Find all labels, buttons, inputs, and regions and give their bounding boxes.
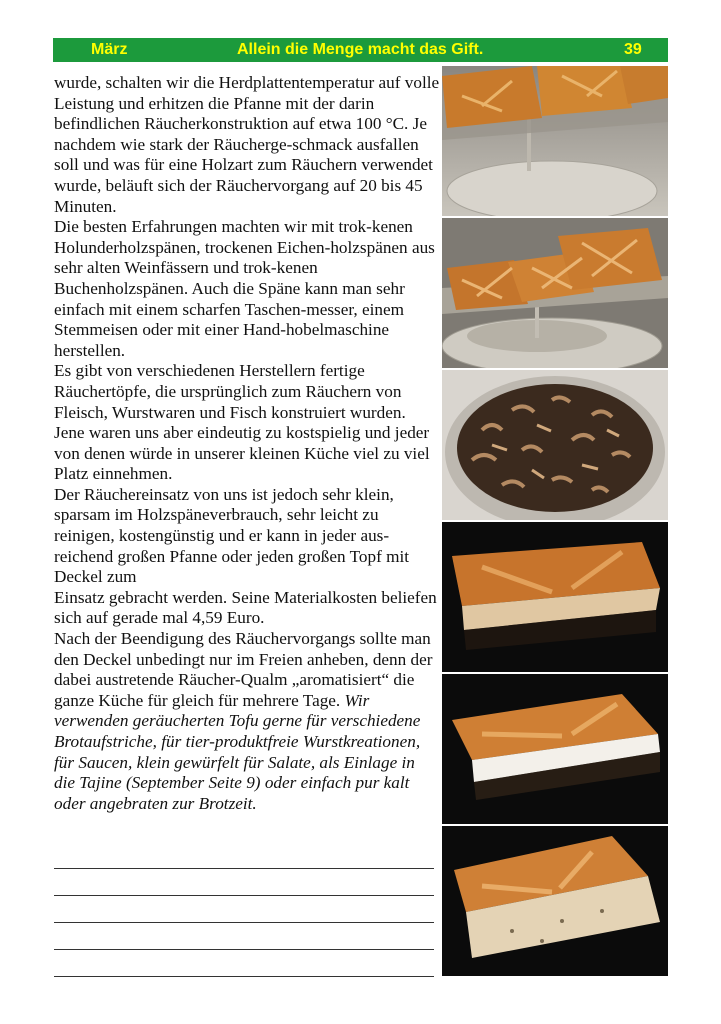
paragraph: Die besten Erfahrungen machten wir mit trok-kenen Holunderholzspänen, trockenen Eichen-holzspänen aus sehr alten Weinfässern und trok-kenen Buchenholzspänen. Auch die Späne kann man sehr einfach mit einem scharfen Taschen-messer, einem Stemmeisen oder mit einer Hand-hobelmaschine herstellen.	[54, 217, 435, 360]
writing-lines	[54, 868, 434, 1003]
writing-line	[54, 949, 434, 950]
paragraph: Einsatz gebracht werden. Seine Materialkosten beliefen sich auf gerade mal 4,59 Euro.	[54, 587, 437, 628]
photo-smoker-tofu-slabs	[442, 218, 668, 368]
photo-smoked-tofu-1	[442, 522, 668, 672]
page-number: 39	[624, 41, 642, 58]
photo-smoked-tofu-3	[442, 826, 668, 976]
page-header	[53, 38, 668, 62]
italic-note: Wir verwenden geräucherten Tofu gerne für verschiedene Brotaufstriche, für tier-produktfreie Wurstkreationen, für Saucen, klein gewürfelt für Salate, als Einlage in die Tajine (September Seite 9) oder einfach pur kalt oder angebraten zur Brotzeit.	[54, 690, 421, 813]
paragraph: Der Räuchereinsatz von uns ist jedoch sehr klein, sparsam im Holzspäneverbrauch, sehr leicht zu reinigen, kostengünstig und er kann in jeder aus-reichend großen Pfanne oder jeden großen Topf mit Deckel zum	[54, 484, 410, 587]
writing-line	[54, 895, 434, 896]
paragraph: wurde, schalten wir die Herdplattentemperatur auf volle Leistung und erhitzen die Pfanne mit der darin befindlichen Räucherkonstruktion auf etwa 100 °C. Je nachdem wie stark der Räucherge-schmack ausfallen soll und was für eine Holzart zum Räuchern verwendet wurde, beläuft sich der Räuchervorgang auf 20 bis 45 Minuten.	[54, 73, 440, 216]
writing-line	[54, 976, 434, 977]
writing-line	[54, 868, 434, 869]
photo-smoked-tofu-2	[442, 674, 668, 824]
paragraph: Es gibt von verschiedenen Herstellern fertige Räuchertöpfe, die ursprünglich zum Räuchern von Fleisch, Wurstwaren und Fisch konstruiert wurden. Jene waren uns aber eindeutig zu kostspielig und jeder von denen würde in unserer kleinen Küche viel zu viel Platz einnehmen.	[54, 361, 430, 484]
paragraph	[54, 629, 440, 814]
photo-smoker-tofu-closeup	[442, 66, 668, 216]
photo-wood-chips	[442, 370, 668, 520]
body-text	[54, 73, 440, 814]
header-month: März	[91, 41, 128, 58]
paragraph-text: Nach der Beendigung des Räuchervorgangs sollte man den Deckel unbedingt nur im Freien anheben, denn der dabei austretende Räucher-Qualm „aromatisiert“ die ganze Küche für gleich für mehrere Tage.	[54, 629, 433, 710]
header-title: Allein die Menge macht das Gift.	[237, 41, 484, 58]
photo-column	[442, 66, 668, 978]
writing-line	[54, 922, 434, 923]
